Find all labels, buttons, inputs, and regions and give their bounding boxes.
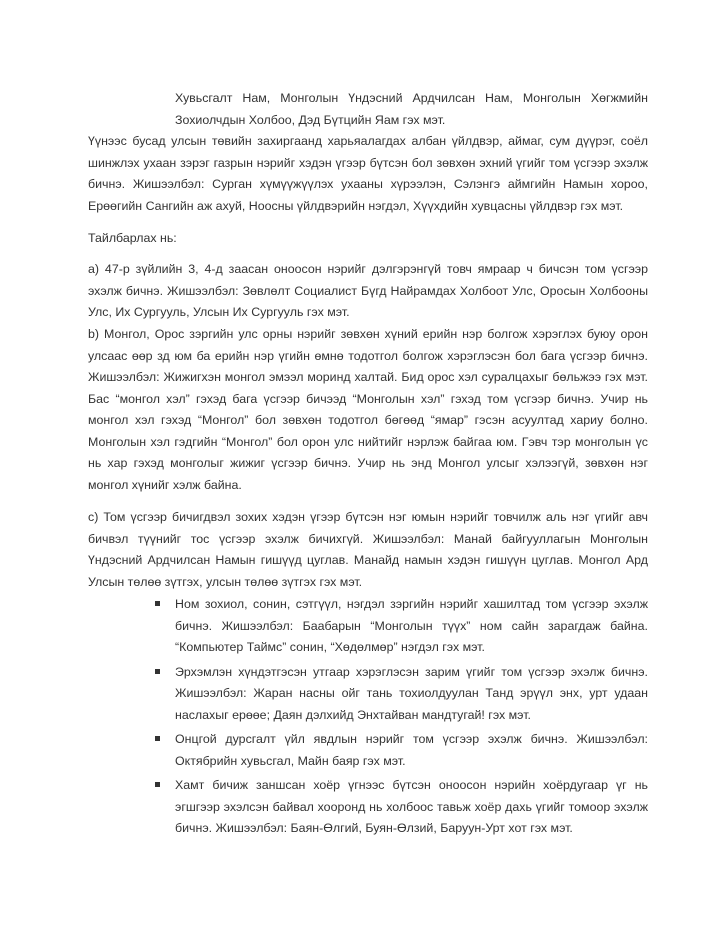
list-item-text: Эрхэмлэн хүндэтгэсэн утгаар хэрэглэсэн зарим үгийг том үсгээр эхэлж бичнэ. Жишээлбэл: Жаран насны ойг тань тохиолдуулан Танд эрүүл энх, урт удаан наслахыг ерөөе; Даян дэлхийд Энхтайван мандтугай! гэх мэт. — [175, 664, 648, 722]
paragraph-institutions: Үүнээс бусад улсын төвийн захиргаанд харьяалагдах албан үйлдвэр, аймаг, сум дүүрэг, соёл шинжлэх ухаан зэрэг газрын нэрийг хэдэн үгээр бүтсэн бол зөвхөн эхний үгийг том үсгээр эхэлж бичнэ. Жишээлбэл: Сурган хүмүүжүүлэх ухааны хүрээлэн, Сэлэнгэ аймгийн Намын хороо, Ерөөгийн Сангийн аж ахуй, Ноосны үйлдвэрийн нэгдэл, Хүүхдийн хувцасны үйлдвэр гэх мэт. — [88, 134, 648, 213]
list-item — [155, 729, 648, 772]
list-item-text: Хамт бичиж заншсан хоёр үгнээс бүтсэн оноосон нэрийн хоёрдугаар үг нь эгшгээр эхэлсэн байвал хооронд нь холбоос тавьж хоёр дахь үгийг томоор эхэлж бичнэ. Жишээлбэл: Баян-Өлгий, Буян-Өлзий, Баруун-Урт хот гэх мэт. — [175, 778, 648, 835]
bullet-square-icon — [155, 601, 160, 606]
paragraph-explanation-heading: Тайлбарлах нь: — [88, 231, 177, 245]
bullet-square-icon — [155, 736, 160, 741]
list-item — [155, 775, 648, 840]
list-item — [155, 662, 648, 727]
paragraph-c: c) Том үсгээр бичигдвэл зохих хэдэн үгээр бүтсэн нэг юмын нэрийг товчилж аль нэг үгийг авч бичвэл түүнийг тос үсгээр эхэлж бичихгүй. Жишээлбэл: Манай байгууллагын Монголын Үндэсний Ардчилсан Намын гишүүд цуглав. Манайд намын хэдэн гишүүн цуглав. Монгол Ард Улсын төлөө зүтгэх, улсын төлөө зүтгэх гэх мэт. — [88, 510, 648, 589]
list-item-text: Онцгой дурсгалт үйл явдлын нэрийг том үсгээр эхэлж бичнэ. Жишээлбэл: Октябрийн хувьсгал, Майн баяр гэх мэт. — [175, 732, 648, 768]
bullet-square-icon — [155, 669, 160, 674]
paragraph-intro-continuation: Хувьсгалт Нам, Монголын Үндэсний Ардчилсан Нам, Монголын Хөгжмийн Зохиолчдын Холбоо, Дэд Бүтцийн Яам гэх мэт. — [175, 91, 648, 127]
bullet-list — [155, 594, 648, 840]
paragraph-b: b) Монгол, Орос зэргийн улс орны нэрийг зөвхөн хүний ерийн нэр болгож хэрэглэх буюу орон улсаас өөр зд юм ба ерийн нэр үгийн өмнө тодотгол болгож хэрэглэсэн бол бага үсгээр бичнэ. Жишээлбэл: Жижигхэн монгол эмээл моринд халтай. Бид орос хэл суралцахыг бөльжээ гэх мэт. Бас “монгол хэл” гэхэд бага үсгээр бичээд “Монголын хэл” гэхэд том үсгээр бичнэ. Учир нь монгол хэл гэхэд “Монгол” бол зөвхөн тодотгол бөгөөд “ямар” гэсэн асуултад хариу болно. Монголын хэл гэдгийн “Монгол” бол орон улс нийтийг нэрлэж байгаа юм. Гэвч тэр монголын үс нь хар гэхэд монголыг жижиг үсгээр бичнэ. Учир нь энд Монгол улсыг хэлээгүй, зөвхөн нэг монгол хүнийг хэлж байна. — [88, 327, 648, 492]
list-item — [155, 594, 648, 659]
bullet-square-icon — [155, 782, 160, 787]
paragraph-a: a) 47-р зүйлийн 3, 4-д заасан оноосон нэрийг дэлгэрэнгүй товч ямраар ч бичсэн том үсгээр эхэлж бичнэ. Жишээлбэл: Зөвлөлт Социалист Бүгд Найрамдах Холбоот Улс, Оросын Холбооны Улс, Их Сургууль, Улсын Их Сургууль гэх мэт. — [88, 262, 648, 319]
list-item-text: Ном зохиол, сонин, сэтгүүл, нэгдэл зэргийн нэрийг хашилтад том үсгээр эхэлж бичнэ. Жишээлбэл: Баабарын “Монголын түүх” ном сайн зарагдаж байна. “Компьютер Таймс” сонин, “Хөдөлмөр” нэгдэл гэх мэт. — [175, 597, 648, 654]
